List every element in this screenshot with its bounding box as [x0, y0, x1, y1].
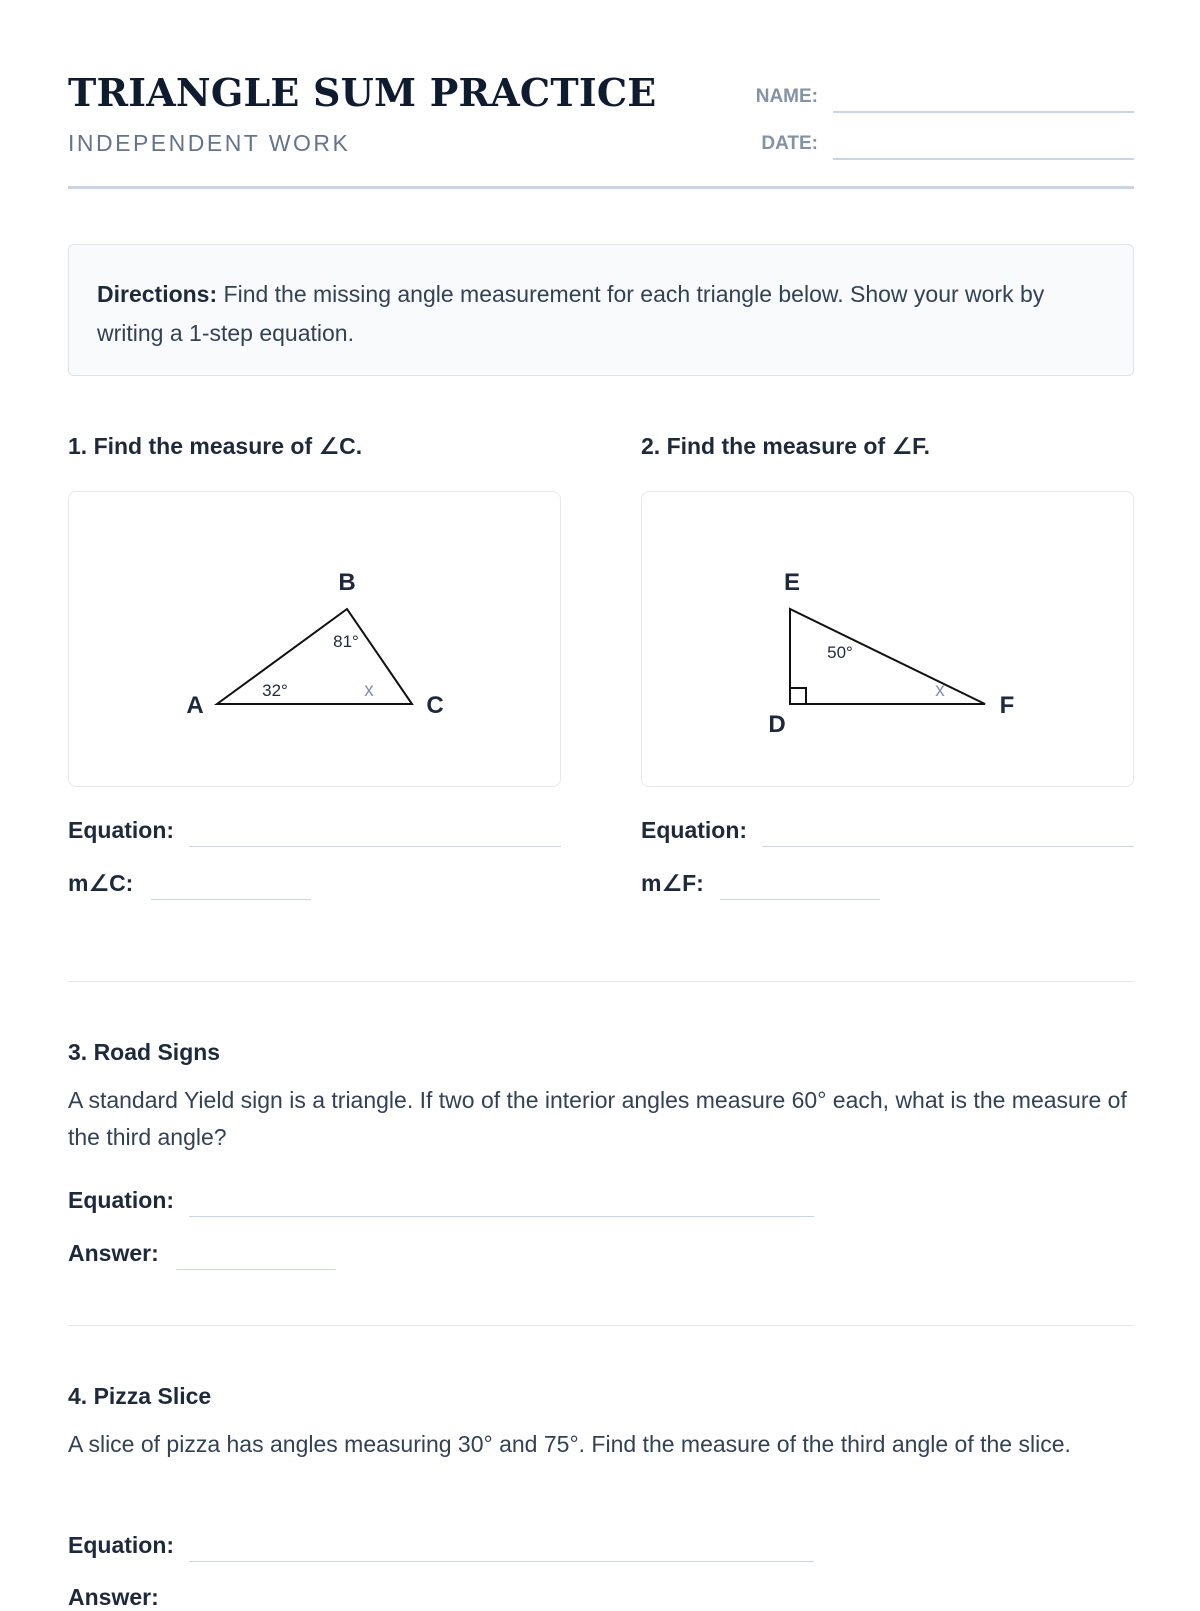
- q3-equation-label: Equation:: [68, 1187, 175, 1213]
- section-divider: [68, 981, 1134, 982]
- vertex-f-label: F: [999, 692, 1015, 719]
- q3-answer-field[interactable]: [176, 1269, 336, 1270]
- q2-figure-card: [641, 491, 1134, 787]
- vertex-d-label: D: [768, 711, 786, 738]
- date-field[interactable]: [833, 158, 1134, 160]
- q1-figure-card: [68, 491, 561, 787]
- q1-equation-field[interactable]: [189, 846, 561, 847]
- worksheet-page: [68, 0, 1134, 1610]
- q2-equation-label: Equation:: [641, 817, 748, 843]
- q4-equation-field[interactable]: [189, 1561, 814, 1562]
- q1-answer-label: m∠C:: [68, 870, 134, 896]
- angle-b-value: 81°: [333, 632, 359, 651]
- q2-triangle-diagram: [642, 492, 1135, 788]
- vertex-c-label: C: [426, 692, 444, 719]
- directions-label: Directions:: [97, 281, 218, 307]
- worksheet-subtitle: INDEPENDENT WORK: [68, 130, 351, 156]
- q4-answer-label: Answer:: [68, 1584, 159, 1610]
- q3-answer-label: Answer:: [68, 1240, 159, 1266]
- vertex-b-label: B: [338, 569, 356, 596]
- q2-equation-field[interactable]: [762, 846, 1134, 847]
- angle-a-value: 32°: [262, 681, 288, 700]
- date-label: DATE:: [761, 133, 818, 154]
- q2-heading: 2. Find the measure of ∠F.: [641, 433, 931, 459]
- q1-equation-label: Equation:: [68, 817, 175, 843]
- vertex-e-label: E: [783, 569, 801, 596]
- q4-problem-text: A slice of pizza has angles measuring 30° and 75°. Find the measure of the third angle of the slice.: [68, 1431, 1071, 1457]
- angle-f-unknown: x: [935, 680, 945, 701]
- name-label: NAME:: [755, 86, 818, 107]
- vertex-a-label: A: [186, 692, 204, 719]
- q3-problem-text: A standard Yield sign is a triangle. If two of the interior angles measure 60° each, what is the measure of the third angle?: [68, 1087, 1127, 1150]
- q3-equation-field[interactable]: [189, 1216, 814, 1217]
- triangle-abc: [217, 609, 412, 704]
- directions-box: [68, 244, 1134, 376]
- q1-answer-field[interactable]: [151, 899, 311, 900]
- q2-answer-label: m∠F:: [641, 870, 704, 896]
- q4-equation-label: Equation:: [68, 1532, 175, 1558]
- q2-answer-field[interactable]: [720, 899, 880, 900]
- worksheet-title: TRIANGLE SUM PRACTICE: [68, 70, 657, 115]
- q1-triangle-diagram: [69, 492, 562, 788]
- directions-text: Find the missing angle measurement for each triangle below. Show your work by writing a 1-step equation.: [97, 281, 1045, 346]
- header-divider: [68, 186, 1134, 189]
- q1-heading: 1. Find the measure of ∠C.: [68, 433, 363, 459]
- right-angle-marker: [790, 688, 806, 704]
- name-field[interactable]: [833, 111, 1134, 113]
- angle-e-value: 50°: [827, 643, 853, 662]
- q4-heading: 4. Pizza Slice: [68, 1383, 212, 1409]
- q3-heading: 3. Road Signs: [68, 1039, 221, 1065]
- angle-c-unknown: x: [364, 680, 374, 701]
- triangle-def: [790, 609, 985, 704]
- section-divider: [68, 1325, 1134, 1326]
